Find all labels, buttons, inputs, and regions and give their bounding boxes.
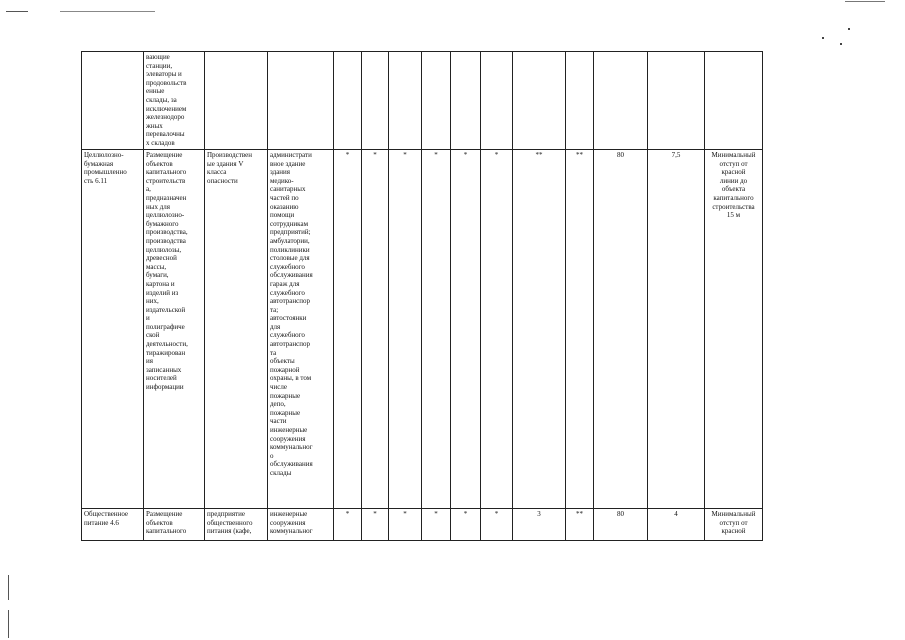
param-cell (334, 52, 362, 150)
param-cell: * (362, 150, 389, 509)
param-cell: * (481, 150, 513, 509)
zone-cell: Целлюлозно- бумажная промышленно сть 6.11 (82, 150, 144, 509)
param-cell: ** (513, 150, 566, 509)
param-cell (648, 52, 705, 150)
param-cell: * (422, 150, 451, 509)
param-cell (451, 52, 481, 150)
param-cell: * (389, 150, 422, 509)
note-cell: Минимальный отступ от красной линии до объекта капитального строительства 15 м (705, 150, 763, 509)
permitted-use-cell: Размещение объектов капитального (144, 509, 205, 541)
param-cell: 80 (594, 150, 648, 509)
table-row (82, 509, 763, 541)
scan-speck (840, 43, 842, 45)
param-cell: * (451, 150, 481, 509)
param-cell: ** (566, 509, 594, 541)
param-cell: * (389, 509, 422, 541)
table-row (82, 150, 763, 509)
param-cell (594, 52, 648, 150)
param-cell: * (481, 509, 513, 541)
scan-artifact-line (6, 11, 28, 12)
main-use-cell (205, 52, 268, 150)
zone-cell: Общественное питание 4.6 (82, 509, 144, 541)
note-cell (705, 52, 763, 150)
param-cell (362, 52, 389, 150)
scan-artifact-line (845, 1, 885, 2)
table-row (82, 52, 763, 150)
permitted-use-cell: Размещение объектов капитального строительств а, предназначен ных для целлюлозно- бумажного производства, производства целлюлозы, древесной массы, бумаги, картона и изделий из них, издательской и полиграфиче ской деятельности, тиражирован ия записанных носителей информации (144, 150, 205, 509)
permitted-use-cell: вающие станции, элеваторы и продовольств енные склады, за исключением железнодоро жных перевалочны х складов (144, 52, 205, 150)
note-cell: Минимальный отступ от красной (705, 509, 763, 541)
param-cell: ** (566, 150, 594, 509)
scan-artifact-line (60, 11, 155, 12)
scan-speck (822, 37, 824, 39)
param-cell (422, 52, 451, 150)
auxiliary-use-cell: администрати вное здание здания медико- санитарных частей по оказанию помощи сотрудникам предприятий; амбулатории, поликлиники столовые для служебного обслуживания гараж для служебного автотранспор та; автостоянки для служебного автотранспор та объекты пожарной охраны, в том числе пожарные депо, пожарные части инженерные сооружения коммунальног о обслуживания склады (268, 150, 334, 509)
param-cell: 7,5 (648, 150, 705, 509)
param-cell (389, 52, 422, 150)
param-cell: * (362, 509, 389, 541)
scan-artifact-line (8, 610, 9, 638)
scan-speck (848, 28, 850, 30)
auxiliary-use-cell (268, 52, 334, 150)
param-cell: 3 (513, 509, 566, 541)
param-cell (513, 52, 566, 150)
param-cell: * (334, 150, 362, 509)
param-cell: 4 (648, 509, 705, 541)
main-use-cell: предприятие общественного питания (кафе, (205, 509, 268, 541)
param-cell: * (451, 509, 481, 541)
zoning-regulations-table (81, 51, 763, 541)
param-cell (481, 52, 513, 150)
param-cell: * (422, 509, 451, 541)
auxiliary-use-cell: инженерные сооружения коммунальног (268, 509, 334, 541)
main-use-cell: Производствен ые здания V класса опасности (205, 150, 268, 509)
param-cell: * (334, 509, 362, 541)
scan-artifact-line (8, 575, 9, 600)
param-cell (566, 52, 594, 150)
zone-cell (82, 52, 144, 150)
param-cell: 80 (594, 509, 648, 541)
